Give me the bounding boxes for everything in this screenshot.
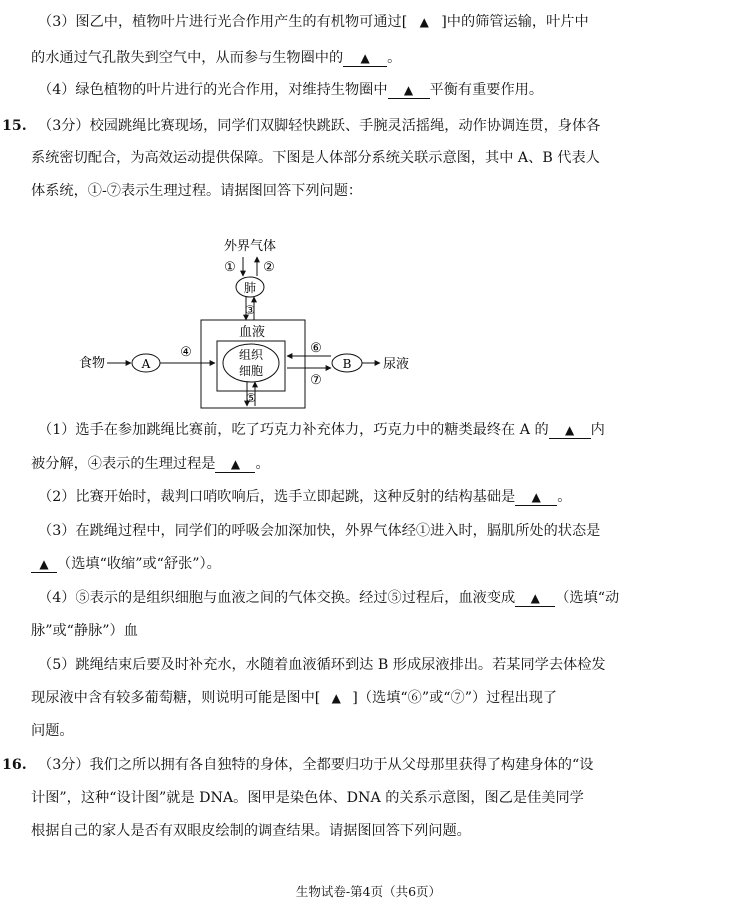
q15-part3-line1: （3）在跳绳过程中，同学们的呼吸会加深加快，外界气体经①进入时，膈肌所处的状态是: [38, 523, 601, 539]
q15-p3-text-b: （选填“收缩”或“舒张”）。: [57, 556, 221, 572]
blank-triangle-icon: ▲: [360, 51, 370, 65]
answer-blank[interactable]: [31, 556, 57, 573]
system-B-label: B: [342, 357, 352, 371]
blank-triangle-icon: ▲: [331, 691, 341, 705]
system-A-label: A: [141, 357, 151, 371]
blank-triangle-icon: ▲: [230, 457, 241, 471]
q15-p1-text-b: 内: [590, 422, 605, 438]
answer-blank[interactable]: [515, 590, 555, 607]
q15-part4-line1: [38, 588, 619, 608]
q15-intro-line1: （3分）校园跳绳比赛现场，同学们双脚轻快跳跃、手腕灵活摇绳，动作协调连贯，身体各: [38, 118, 601, 134]
page-footer: 生物试卷-第4页（共6页）: [295, 884, 442, 899]
q15-p1-text-a: （1）选手在参加跳绳比赛前，吃了巧克力补充体力，巧克力中的糖类最终在 A 的: [38, 422, 549, 438]
q15-intro-line3: 体系统，①-⑦表示生理过程。请据图回答下列问题：: [31, 183, 363, 199]
q15-p2-text-b: 。: [557, 489, 572, 505]
q15-p4-text-a: （4）⑤表示的是组织细胞与血液之间的气体交换。经过⑤过程后，血液变成: [38, 590, 516, 606]
answer-blank[interactable]: [515, 489, 557, 506]
q14-p3-text-d: 。: [387, 50, 402, 66]
process-3-label: ③: [244, 303, 256, 317]
process-4-label: ④: [180, 345, 192, 360]
q15-part1-line2: [31, 454, 270, 474]
answer-blank[interactable]: [343, 50, 387, 67]
answer-blank[interactable]: [215, 456, 255, 473]
q15-p2-text-a: （2）比赛开始时，裁判口哨吹响后，选手立即起跳，这种反射的结构基础是: [38, 489, 516, 505]
blank-triangle-icon: ▲: [565, 423, 575, 437]
blank-triangle-icon: ▲: [403, 83, 414, 97]
q15-part2-line: [38, 487, 571, 507]
q15-part1-line1: [38, 420, 605, 440]
body-systems-diagram: [60, 232, 440, 412]
answer-blank[interactable]: [388, 82, 430, 99]
food-label: 食物: [78, 356, 106, 371]
answer-blank-bracket[interactable]: [407, 12, 441, 32]
q14-part3-line1: [38, 12, 589, 32]
q15-p4-text-b: （选填“动: [555, 590, 620, 606]
q16-line2: 计图”，这种“设计图”就是 DNA。图甲是染色体、DNA 的关系示意图，图乙是佳美同学: [31, 790, 584, 806]
q15-p5-text-b: 现尿液中含有较多葡萄糖，则说明可能是图中[: [31, 690, 321, 706]
q15-part4-line2: 脉”或“静脉”）血: [31, 623, 138, 639]
blank-triangle-icon: ▲: [39, 557, 49, 571]
urine-label: 尿液: [382, 357, 410, 372]
q14-p3-text-c: 的水通过气孔散失到空气中，从而参与生物圈中的: [31, 50, 344, 66]
q15-part3-line2: [31, 554, 221, 574]
process-5-label: ⑤: [245, 391, 257, 405]
answer-blank[interactable]: [549, 422, 591, 439]
q16-line3: 根据自己的家人是否有双眼皮绘制的调查结果。请据图回答下列问题。: [31, 823, 471, 839]
process-1-label: ①: [224, 260, 236, 275]
blank-triangle-icon: ▲: [419, 15, 429, 29]
q14-p3-text-a: （3）图乙中，植物叶片进行光合作用产生的有机物可通过[: [38, 14, 408, 30]
question-number-16: 16.: [2, 757, 27, 773]
q14-part4-line: [38, 80, 543, 100]
q15-part5-line2: [31, 688, 557, 708]
q14-p4-text-b: 平衡有重要作用。: [429, 82, 544, 98]
lung-label: 肺: [243, 281, 257, 295]
q15-p1-text-d: 。: [255, 456, 270, 472]
q15-intro-line2: 系统密切配合，为高效运动提供保障。下图是人体部分系统关联示意图，其中 A、B 代表人: [31, 150, 600, 166]
q15-part5-line1: （5）跳绳结束后要及时补充水，水随着血液循环到达 B 形成尿液排出。若某同学去体检发: [38, 657, 606, 673]
q15-part5-line3: 问题。: [31, 723, 74, 739]
outside-air-label: 外界气体: [223, 239, 277, 254]
q15-p1-text-c: 被分解，④表示的生理过程是: [31, 456, 216, 472]
blood-label: 血液: [238, 325, 266, 340]
process-2-label: ②: [263, 260, 275, 275]
q14-p3-text-b: ]中的筛管运输，叶片中: [441, 14, 589, 30]
blank-triangle-icon: ▲: [530, 591, 540, 605]
q14-part3-line2: [31, 48, 401, 68]
q14-p4-text-a: （4）绿色植物的叶片进行的光合作用，对维持生物圈中: [38, 82, 388, 98]
question-number-15: 15.: [2, 118, 27, 134]
q16-line1: （3分）我们之所以拥有各自独特的身体，全都要归功于从父母那里获得了构建身体的“设: [38, 757, 594, 773]
q15-p5-text-c: ]（选填“⑥”或“⑦”）过程出现了: [352, 690, 558, 706]
process-7-label: ⑦: [310, 373, 322, 388]
tissue-label-2: 细胞: [238, 364, 264, 378]
process-6-label: ⑥: [310, 341, 322, 356]
blank-triangle-icon: ▲: [531, 490, 541, 504]
answer-blank-bracket[interactable]: [320, 688, 352, 708]
tissue-label-1: 组织: [238, 348, 264, 362]
